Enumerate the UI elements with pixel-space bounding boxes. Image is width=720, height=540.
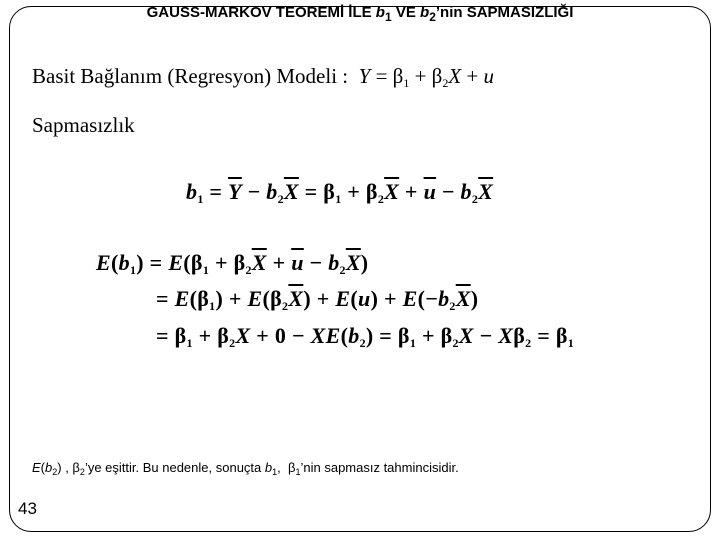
- equation-expectation: $E(b_1) = E(\beta_1 + \beta_2\overline{X} + \overline{u} - b_2\overline{X})$: [96, 250, 369, 277]
- section-label: Sapmasızlık: [32, 113, 135, 137]
- slide-title: GAUSS-MARKOV TEOREMİ İLE $b_1$ VE $b_2’nin$ SAPMASIZLIĞI: [146, 4, 574, 24]
- equation-result: = $\beta_1 + \beta_2X + 0 - XE(b_2) = \beta_1 + \beta_2X - X\beta_2 = \beta_1$: [156, 323, 575, 350]
- equation-b1: $b_1 = \overline{Y} - b_2\overline{X} = \beta_1 + \beta_2\overline{X} + \overline{u} - b_2\overline{X}$: [186, 179, 494, 206]
- page-number: 43: [18, 499, 37, 518]
- model-line: Basit Bağlanım (Regresyon) Modeli : $Y = \beta_1 + \beta_2X + u$: [32, 64, 495, 90]
- conclusion-note: $E(b_2)$ , $\beta_2’ye$ eşittir. Bu nedenle, sonuçta $b_1$, $\beta_1’nin$ sapmasız tahmincisidir.: [32, 460, 459, 477]
- equation-expansion: = $E(\beta_1) + E(\beta_2\overline{X}) + E(u) + E(-b_2\overline{X})$: [156, 286, 479, 313]
